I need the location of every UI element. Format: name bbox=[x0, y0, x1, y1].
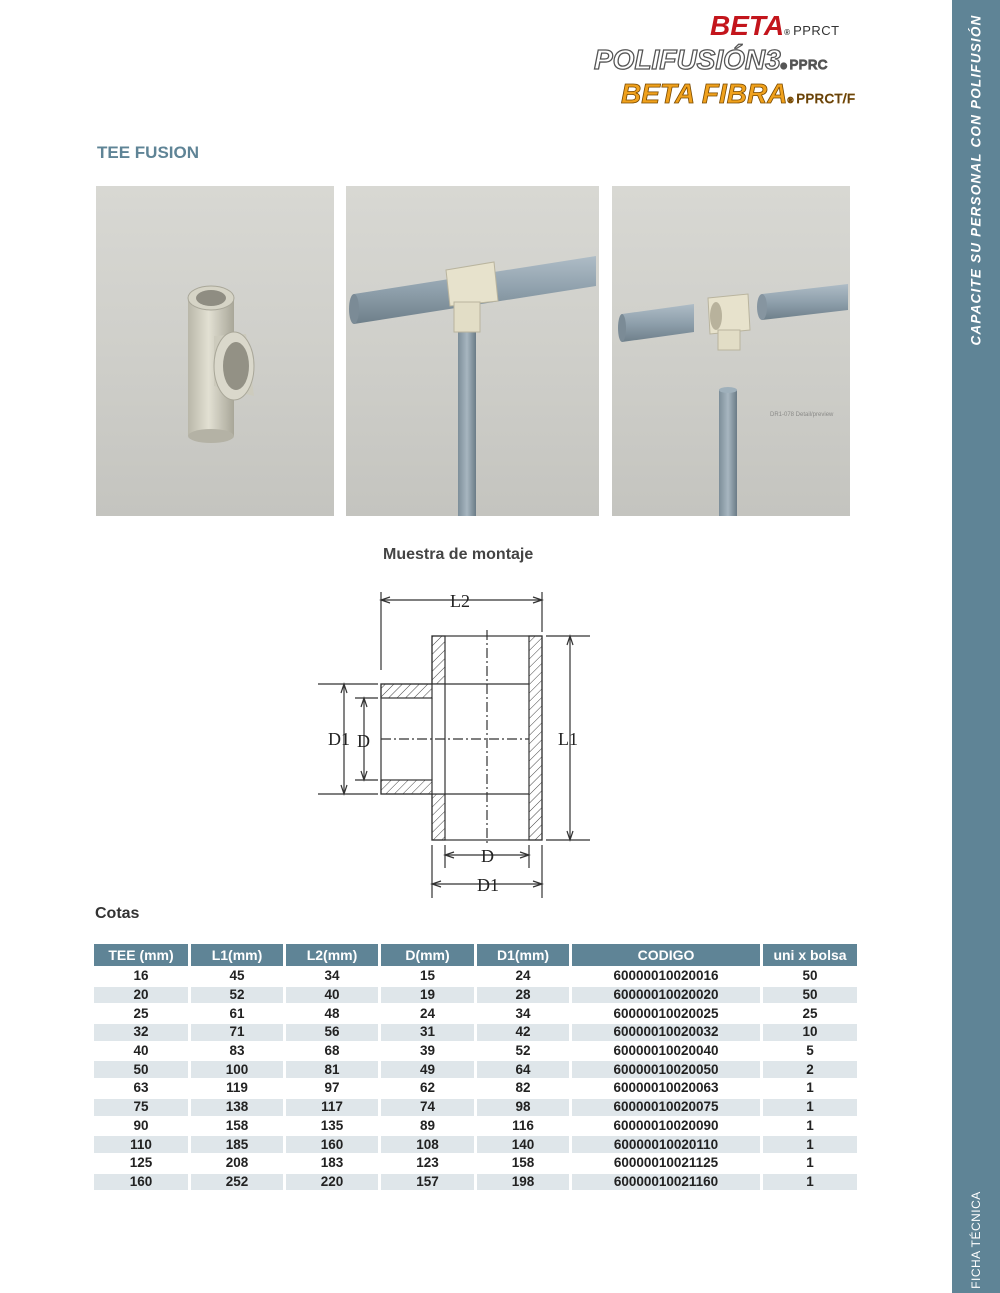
table-cell: 64 bbox=[477, 1061, 569, 1078]
table-cell: 60000010020032 bbox=[572, 1024, 760, 1041]
table-cell: 31 bbox=[381, 1024, 474, 1041]
table-cell: 28 bbox=[477, 987, 569, 1004]
table-cell: 140 bbox=[477, 1136, 569, 1153]
table-cell: 74 bbox=[381, 1099, 474, 1116]
registered-mark: ® bbox=[780, 62, 787, 71]
table-cell: 34 bbox=[324, 968, 340, 984]
table-row bbox=[94, 1174, 857, 1191]
dim-label-l2: L2 bbox=[450, 591, 470, 611]
table-cell: 1 bbox=[763, 1099, 857, 1116]
dim-label-d1-bottom: D1 bbox=[477, 875, 499, 895]
table-cell: 60000010020040 bbox=[613, 1043, 719, 1059]
tee-fitting-photo bbox=[96, 186, 334, 516]
table-cell: 75 bbox=[94, 1099, 188, 1116]
table-cell: 90 bbox=[133, 1117, 149, 1133]
table-cell: 1 bbox=[806, 1117, 814, 1133]
table-header-row bbox=[94, 944, 857, 966]
exploded-tee-photo bbox=[612, 186, 850, 516]
table-cell: 24 bbox=[515, 968, 531, 984]
dimensions-table bbox=[91, 942, 860, 1192]
table-cell: 61 bbox=[229, 1005, 245, 1021]
table-cell: 40 bbox=[286, 987, 378, 1004]
photo-watermark: DR1-078 Detail/preview bbox=[770, 412, 834, 418]
dim-label-l1: L1 bbox=[558, 729, 578, 749]
table-cell: 2 bbox=[763, 1061, 857, 1078]
assembled-tee-photo bbox=[346, 186, 599, 516]
table-cell: 117 bbox=[286, 1099, 378, 1116]
table-row bbox=[94, 1024, 857, 1041]
table-cell: 63 bbox=[133, 1080, 149, 1096]
table-cell: 60000010020050 bbox=[572, 1061, 760, 1078]
table-row bbox=[94, 1099, 857, 1116]
table-cell: 60000010020063 bbox=[613, 1080, 719, 1096]
table-cell: 60000010020110 bbox=[572, 1136, 760, 1153]
table-cell: 185 bbox=[191, 1136, 283, 1153]
table-cell: 160 bbox=[286, 1136, 378, 1153]
table-row bbox=[94, 1043, 857, 1060]
table-cell: 50 bbox=[94, 1061, 188, 1078]
table-row bbox=[94, 1155, 857, 1172]
table-cell: 24 bbox=[419, 1005, 436, 1021]
table-cell: 110 bbox=[94, 1136, 188, 1153]
table-cell: 34 bbox=[515, 1005, 531, 1021]
sidebar-slogan: CAPACITE SU PERSONAL CON POLIFUSIÓN bbox=[968, 14, 984, 346]
table-cell: 56 bbox=[286, 1024, 378, 1041]
table-cell: 42 bbox=[477, 1024, 569, 1041]
table-cell: 89 bbox=[419, 1117, 436, 1133]
registered-mark: ® bbox=[787, 96, 794, 105]
table-row bbox=[94, 1136, 857, 1153]
brand-name: BETA FIBRA bbox=[621, 78, 788, 109]
table-row bbox=[94, 968, 857, 985]
column-header: L1(mm) bbox=[191, 944, 283, 966]
table-cell: 157 bbox=[381, 1174, 474, 1191]
table-cell: 160 bbox=[94, 1174, 188, 1191]
table-cell: 98 bbox=[477, 1099, 569, 1116]
table-cell: 116 bbox=[512, 1117, 534, 1133]
table-cell: 1 bbox=[763, 1136, 857, 1153]
table-cell: 60000010021160 bbox=[572, 1174, 760, 1191]
table-cell: 252 bbox=[191, 1174, 283, 1191]
table-cell: 1 bbox=[763, 1174, 857, 1191]
table-cell: 158 bbox=[225, 1117, 249, 1133]
column-header: D(mm) bbox=[381, 944, 474, 966]
brand-logo-polifusion3 bbox=[594, 44, 828, 76]
table-cell: 60000010021125 bbox=[613, 1155, 719, 1171]
table-cell: 25 bbox=[802, 1005, 818, 1021]
table-cell: 32 bbox=[94, 1024, 188, 1041]
table-cell: 125 bbox=[129, 1155, 153, 1171]
section-title: TEE FUSION bbox=[97, 143, 200, 162]
table-cell: 50 bbox=[763, 987, 857, 1004]
table-cell: 208 bbox=[225, 1155, 249, 1171]
table-cell: 52 bbox=[191, 987, 283, 1004]
dim-label-d-left: D bbox=[357, 731, 370, 751]
table-cell: 108 bbox=[381, 1136, 474, 1153]
cotas-title: Cotas bbox=[95, 905, 140, 922]
registered-mark: ® bbox=[784, 28, 791, 37]
table-cell: 183 bbox=[320, 1155, 344, 1171]
table-cell: 135 bbox=[320, 1117, 344, 1133]
table-cell: 15 bbox=[419, 968, 436, 984]
table-row bbox=[94, 1005, 857, 1022]
column-header: uni x bolsa bbox=[763, 944, 857, 966]
brand-suffix: PPRCT bbox=[793, 23, 840, 38]
table-cell: 97 bbox=[324, 1080, 340, 1096]
table-row bbox=[94, 1061, 857, 1078]
table-cell: 100 bbox=[191, 1061, 283, 1078]
table-cell: 71 bbox=[191, 1024, 283, 1041]
table-cell: 39 bbox=[419, 1043, 436, 1059]
table-cell: 60000010020090 bbox=[613, 1117, 719, 1133]
table-cell: 83 bbox=[229, 1043, 245, 1059]
column-header: L2(mm) bbox=[286, 944, 378, 966]
table-row bbox=[94, 1080, 857, 1097]
sidebar-footer-label: FICHA TÉCNICA bbox=[969, 1191, 983, 1289]
table-cell: 20 bbox=[94, 987, 188, 1004]
table-cell: 50 bbox=[802, 968, 818, 984]
column-header: CODIGO bbox=[572, 944, 760, 966]
column-header: TEE (mm) bbox=[94, 944, 188, 966]
table-cell: 158 bbox=[511, 1155, 535, 1171]
table-cell: 1 bbox=[806, 1155, 814, 1171]
dim-label-d-bottom: D bbox=[481, 846, 494, 866]
table-row bbox=[94, 987, 857, 1004]
table-cell: 40 bbox=[133, 1043, 149, 1059]
table-cell: 48 bbox=[324, 1005, 340, 1021]
brand-logo-beta bbox=[710, 10, 840, 42]
brand-name: POLIFUSIÓN3 bbox=[594, 44, 781, 75]
table-cell: 10 bbox=[763, 1024, 857, 1041]
table-cell: 16 bbox=[133, 968, 149, 984]
sidebar bbox=[952, 0, 1000, 1293]
table-cell: 68 bbox=[324, 1043, 340, 1059]
table-cell: 60000010020016 bbox=[613, 968, 719, 984]
table-cell: 81 bbox=[286, 1061, 378, 1078]
diagram-caption: Muestra de montaje bbox=[383, 546, 534, 563]
dim-label-d1-left: D1 bbox=[328, 729, 350, 749]
table-cell: 1 bbox=[806, 1080, 814, 1096]
brand-suffix: PPRC bbox=[789, 57, 828, 72]
table-cell: 60000010020075 bbox=[572, 1099, 760, 1116]
column-header: D1(mm) bbox=[477, 944, 569, 966]
table-cell: 25 bbox=[133, 1005, 149, 1021]
table-cell: 5 bbox=[806, 1043, 814, 1059]
table-cell: 60000010020020 bbox=[572, 987, 760, 1004]
table-cell: 60000010020025 bbox=[613, 1005, 719, 1021]
table-cell: 62 bbox=[419, 1080, 436, 1096]
table-cell: 19 bbox=[381, 987, 474, 1004]
brand-logo-beta-fibra bbox=[621, 78, 855, 110]
table-cell: 198 bbox=[477, 1174, 569, 1191]
table-cell: 45 bbox=[229, 968, 245, 984]
table-cell: 52 bbox=[515, 1043, 531, 1059]
brand-name: BETA bbox=[710, 10, 785, 41]
table-row bbox=[94, 1118, 857, 1135]
table-cell: 82 bbox=[515, 1080, 531, 1096]
table-cell: 138 bbox=[191, 1099, 283, 1116]
table-cell: 49 bbox=[381, 1061, 474, 1078]
table-cell: 220 bbox=[286, 1174, 378, 1191]
brand-suffix: PPRCT/F bbox=[796, 91, 856, 106]
table-cell: 123 bbox=[416, 1155, 439, 1171]
table-cell: 119 bbox=[226, 1080, 248, 1096]
